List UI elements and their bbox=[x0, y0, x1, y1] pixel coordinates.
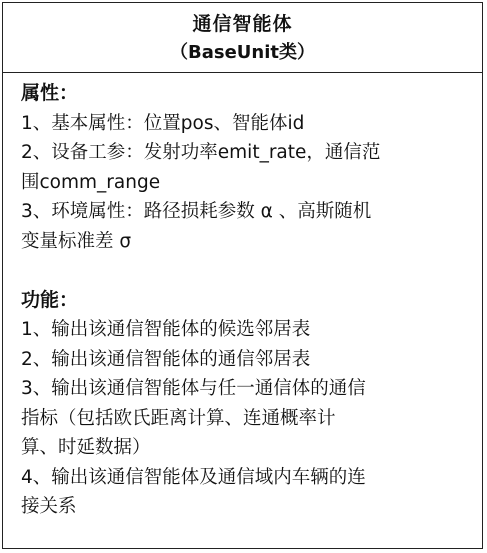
attribute-line: 围comm_range bbox=[21, 171, 161, 193]
class-subtitle: （BaseUnit类） bbox=[170, 42, 315, 63]
function-line: 3、输出该通信智能体与任一通信体的通信 bbox=[21, 378, 366, 399]
functions-heading: 功能： bbox=[21, 288, 79, 311]
function-line: 1、输出该通信智能体的候选邻居表 bbox=[21, 319, 311, 340]
section-spacer bbox=[21, 256, 472, 286]
class-title: 通信智能体 bbox=[192, 13, 293, 35]
attribute-line: 1、基本属性：位置pos、智能体id bbox=[21, 112, 305, 134]
class-header bbox=[3, 3, 482, 73]
function-line: 接关系 bbox=[21, 496, 77, 517]
function-line: 算、时延数据） bbox=[21, 437, 151, 458]
function-line: 2、输出该通信智能体的通信邻居表 bbox=[21, 348, 311, 370]
attribute-line: 2、设备工参：发射功率emit_rate，通信范 bbox=[21, 142, 381, 163]
attribute-line: 3、环境属性：路径损耗参数 α 、高斯随机 bbox=[21, 201, 372, 222]
function-line: 4、输出该通信智能体及通信域内车辆的连 bbox=[21, 466, 366, 488]
function-line: 指标（包括欧氏距离计算、连通概率计 bbox=[21, 407, 336, 429]
attribute-line: 变量标准差 σ bbox=[21, 230, 132, 252]
attributes-heading: 属性： bbox=[21, 82, 79, 104]
class-box bbox=[2, 2, 483, 549]
class-body bbox=[3, 73, 482, 522]
